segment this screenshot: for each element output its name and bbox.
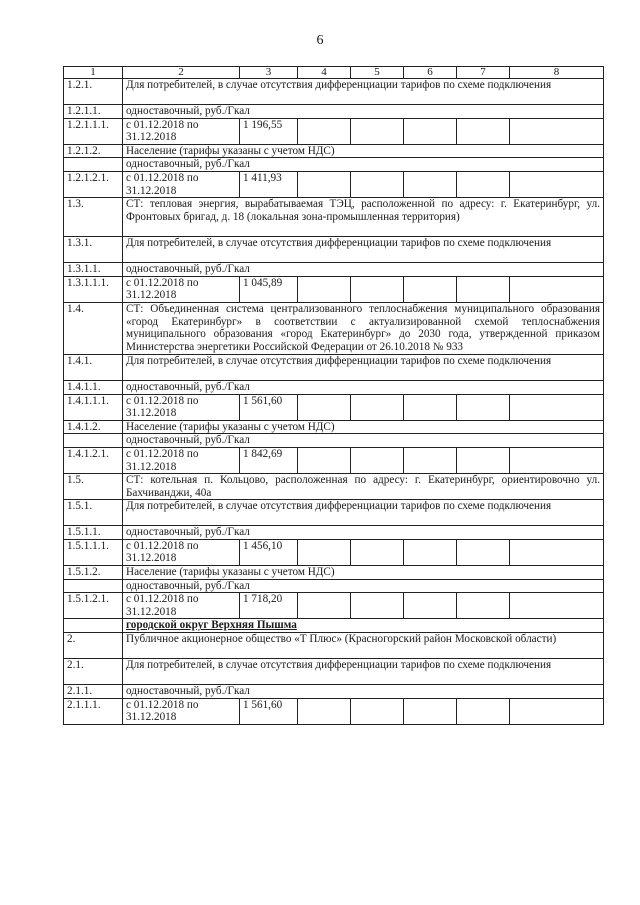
table-row xyxy=(64,354,604,380)
table-row xyxy=(64,633,604,659)
table-row xyxy=(64,500,604,526)
empty-cell xyxy=(510,593,604,619)
empty-cell xyxy=(404,394,457,420)
empty-cell xyxy=(404,118,457,144)
period-cell: с 01.12.2018 по 31.12.2018 xyxy=(123,276,240,302)
empty-cell xyxy=(298,593,351,619)
column-header: 3 xyxy=(240,67,298,79)
period-cell: с 01.12.2018 по 31.12.2018 xyxy=(123,394,240,420)
row-code-cell: 1.3. xyxy=(64,198,123,237)
row-code-cell: 1.4.1.2. xyxy=(64,420,123,434)
description-cell: Для потребителей, в случае отсутствия дифференциации тарифов по схеме подключения xyxy=(123,354,604,380)
period-cell: с 01.12.2018 по 31.12.2018 xyxy=(123,593,240,619)
description-cell: одноставочный, руб./Гкал xyxy=(123,434,604,448)
empty-cell xyxy=(298,394,351,420)
empty-cell xyxy=(457,447,510,473)
description-cell: Население (тарифы указаны с учетом НДС) xyxy=(123,566,604,580)
table-row xyxy=(64,566,604,580)
empty-cell xyxy=(404,539,457,565)
period-cell: с 01.12.2018 по 31.12.2018 xyxy=(123,698,240,724)
tariff-table-body xyxy=(64,79,604,725)
empty-cell xyxy=(351,539,404,565)
empty-cell xyxy=(351,698,404,724)
empty-cell xyxy=(457,171,510,197)
row-code-cell: 1.5.1.1. xyxy=(64,526,123,540)
description-cell: Население (тарифы указаны с учетом НДС) xyxy=(123,420,604,434)
table-row xyxy=(64,579,604,593)
empty-cell xyxy=(457,593,510,619)
table-row xyxy=(64,619,604,633)
empty-cell xyxy=(351,593,404,619)
description-cell: одноставочный, руб./Гкал xyxy=(123,380,604,394)
table-row xyxy=(64,263,604,277)
description-cell: Для потребителей, в случае отсутствия дифференциации тарифов по схеме подключения xyxy=(123,500,604,526)
empty-cell xyxy=(457,118,510,144)
empty-cell xyxy=(510,276,604,302)
row-code-cell: 1.5.1.2.1. xyxy=(64,593,123,619)
row-code-cell: 1.4.1. xyxy=(64,354,123,380)
table-row xyxy=(64,526,604,540)
description-cell: Для потребителей, в случае отсутствия дифференциации тарифов по схеме подключения xyxy=(123,659,604,685)
empty-cell xyxy=(510,539,604,565)
row-code-cell: 2. xyxy=(64,633,123,659)
tariff-value-cell: 1 561,60 xyxy=(240,698,298,724)
table-row xyxy=(64,158,604,172)
table-row xyxy=(64,118,604,144)
table-row xyxy=(64,79,604,105)
row-code-cell: 2.1. xyxy=(64,659,123,685)
table-row xyxy=(64,302,604,354)
empty-cell xyxy=(351,118,404,144)
tariff-value-cell: 1 718,20 xyxy=(240,593,298,619)
table-row xyxy=(64,380,604,394)
tariff-value-cell: 1 411,93 xyxy=(240,171,298,197)
district-heading-cell xyxy=(123,619,604,633)
empty-cell xyxy=(510,698,604,724)
empty-cell xyxy=(457,539,510,565)
row-code-cell: 1.2.1.1.1. xyxy=(64,118,123,144)
table-row xyxy=(64,420,604,434)
empty-cell xyxy=(298,276,351,302)
empty-cell xyxy=(404,593,457,619)
description-cell: Население (тарифы указаны с учетом НДС) xyxy=(123,144,604,158)
table-row xyxy=(64,593,604,619)
table-row xyxy=(64,144,604,158)
row-code-cell: 1.4.1.1. xyxy=(64,380,123,394)
description-cell: одноставочный, руб./Гкал xyxy=(123,263,604,277)
empty-cell xyxy=(351,394,404,420)
table-row xyxy=(64,171,604,197)
empty-cell xyxy=(404,698,457,724)
page-number: 6 xyxy=(316,33,324,48)
empty-cell xyxy=(510,118,604,144)
table-row xyxy=(64,659,604,685)
empty-cell xyxy=(298,698,351,724)
description-cell: одноставочный, руб./Гкал xyxy=(123,526,604,540)
empty-cell xyxy=(404,171,457,197)
empty-cell xyxy=(510,447,604,473)
empty-cell xyxy=(457,394,510,420)
table-header-row xyxy=(64,67,604,79)
table-row xyxy=(64,237,604,263)
description-cell: СТ: тепловая энергия, вырабатываемая ТЭЦ, расположенной по адресу: г. Екатеринбург, ул. Фронтовых бригад, д. 18 (локальная зона-промышленная территория) xyxy=(123,198,604,237)
row-code-cell: 2.1.1. xyxy=(64,685,123,699)
table-row xyxy=(64,539,604,565)
empty-cell xyxy=(298,171,351,197)
table-row xyxy=(64,474,604,500)
row-code-cell: 1.4.1.2.1. xyxy=(64,447,123,473)
table-row xyxy=(64,698,604,724)
row-code-cell: 1.2.1. xyxy=(64,79,123,105)
empty-cell xyxy=(510,171,604,197)
row-code-cell: 1.5. xyxy=(64,474,123,500)
row-code-cell xyxy=(64,158,123,172)
row-code-cell xyxy=(64,579,123,593)
tariff-value-cell: 1 561,60 xyxy=(240,394,298,420)
row-code-cell: 1.2.1.2.1. xyxy=(64,171,123,197)
column-header: 6 xyxy=(404,67,457,79)
tariff-value-cell: 1 196,55 xyxy=(240,118,298,144)
row-code-cell: 1.2.1.1. xyxy=(64,105,123,119)
table-row xyxy=(64,198,604,237)
empty-cell xyxy=(351,171,404,197)
column-header: 5 xyxy=(351,67,404,79)
column-header: 1 xyxy=(64,67,123,79)
empty-cell xyxy=(351,276,404,302)
row-code-cell: 1.4.1.1.1. xyxy=(64,394,123,420)
empty-cell xyxy=(298,447,351,473)
description-cell: одноставочный, руб./Гкал xyxy=(123,105,604,119)
row-code-cell: 1.4. xyxy=(64,302,123,354)
row-code-cell xyxy=(64,619,123,633)
row-code-cell: 1.5.1.1.1. xyxy=(64,539,123,565)
period-cell: с 01.12.2018 по 31.12.2018 xyxy=(123,171,240,197)
empty-cell xyxy=(351,447,404,473)
table-row xyxy=(64,447,604,473)
column-header: 2 xyxy=(123,67,240,79)
description-cell: одноставочный, руб./Гкал xyxy=(123,579,604,593)
column-header: 8 xyxy=(510,67,604,79)
empty-cell xyxy=(404,276,457,302)
empty-cell xyxy=(457,698,510,724)
column-header: 7 xyxy=(457,67,510,79)
description-cell: СТ: Объединенная система централизованного теплоснабжения муниципального образования «город Екатеринбург» в соответствии с актуализированной схемой теплоснабжения муниципального образования «город Екатеринбург» до 2030 года, утвержденной приказом Министерства энергетики Российской Федерации от 26.10.2018 № 933 xyxy=(123,302,604,354)
table-row xyxy=(64,434,604,448)
period-cell: с 01.12.2018 по 31.12.2018 xyxy=(123,118,240,144)
empty-cell xyxy=(298,118,351,144)
description-cell: одноставочный, руб./Гкал xyxy=(123,158,604,172)
empty-cell xyxy=(510,394,604,420)
row-code-cell xyxy=(64,434,123,448)
period-cell: с 01.12.2018 по 31.12.2018 xyxy=(123,447,240,473)
empty-cell xyxy=(298,539,351,565)
row-code-cell: 1.3.1.1. xyxy=(64,263,123,277)
description-cell: СТ: котельная п. Кольцово, расположенная по адресу: г. Екатеринбург, ориентировочно ул. Бахчиванджи, 40а xyxy=(123,474,604,500)
empty-cell xyxy=(404,447,457,473)
description-cell: Для потребителей, в случае отсутствия дифференциации тарифов по схеме подключения xyxy=(123,237,604,263)
description-cell: Для потребителей, в случае отсутствия дифференциации тарифов по схеме подключения xyxy=(123,79,604,105)
table-row xyxy=(64,394,604,420)
description-cell: Публичное акционерное общество «Т Плюс» (Красногорский район Московской области) xyxy=(123,633,604,659)
row-code-cell: 1.2.1.2. xyxy=(64,144,123,158)
row-code-cell: 1.5.1. xyxy=(64,500,123,526)
district-heading: городской округ Верхняя Пышма xyxy=(126,619,297,632)
column-header: 4 xyxy=(298,67,351,79)
tariff-table xyxy=(63,66,604,725)
period-cell: с 01.12.2018 по 31.12.2018 xyxy=(123,539,240,565)
row-code-cell: 1.5.1.2. xyxy=(64,566,123,580)
empty-cell xyxy=(457,276,510,302)
table-row xyxy=(64,276,604,302)
description-cell: одноставочный, руб./Гкал xyxy=(123,685,604,699)
tariff-value-cell: 1 842,69 xyxy=(240,447,298,473)
tariff-value-cell: 1 456,10 xyxy=(240,539,298,565)
row-code-cell: 1.3.1.1.1. xyxy=(64,276,123,302)
row-code-cell: 1.3.1. xyxy=(64,237,123,263)
table-row xyxy=(64,105,604,119)
tariff-value-cell: 1 045,89 xyxy=(240,276,298,302)
row-code-cell: 2.1.1.1. xyxy=(64,698,123,724)
table-row xyxy=(64,685,604,699)
